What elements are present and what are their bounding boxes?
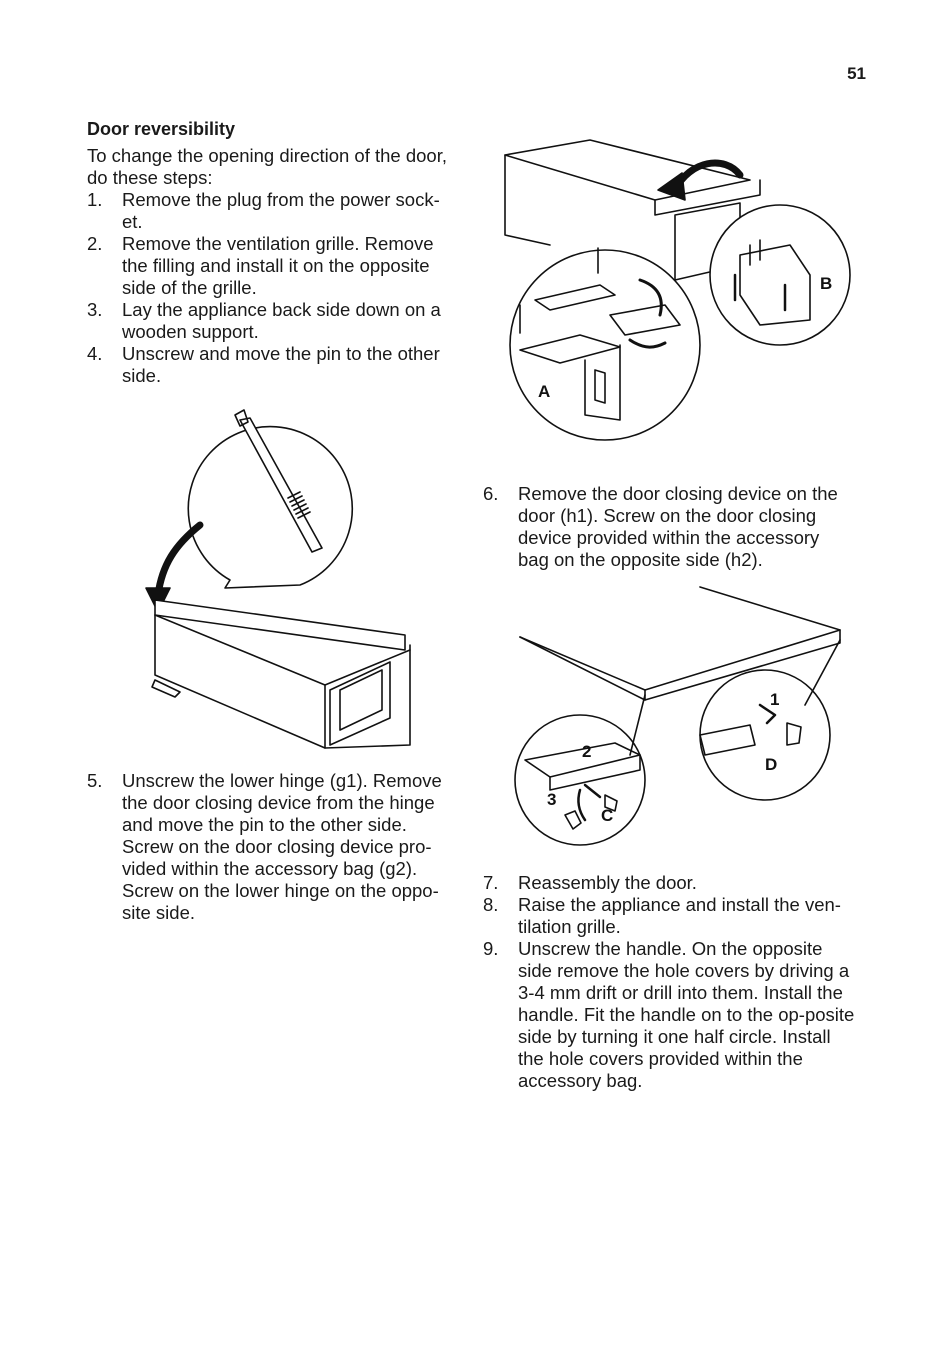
step-text: Unscrew the lower hinge (g1). Remove the door closing device from the hinge and move the pin to the other side. Screw on the door closing device pro-vided within the accessory bag (g2). Screw on the lower hinge on the oppo-site side. bbox=[122, 770, 442, 923]
steps-list-1-4 bbox=[87, 189, 459, 387]
list-item bbox=[483, 938, 855, 1092]
step-number: 8. bbox=[483, 894, 499, 915]
hinge-label-a: A bbox=[538, 382, 551, 401]
step-number: 7. bbox=[483, 872, 499, 893]
step-text: Raise the appliance and install the ven-tilation grille. bbox=[518, 894, 841, 937]
steps-list-7-9 bbox=[483, 872, 855, 1092]
list-item bbox=[87, 343, 459, 387]
step-text: Remove the ventilation grille. Remove the filling and install it on the opposite side of the grille. bbox=[122, 233, 434, 298]
closing-label-d: D bbox=[765, 755, 778, 774]
closing-label-2: 2 bbox=[582, 742, 592, 761]
section-title: Door reversibility bbox=[87, 119, 236, 139]
step-number: 6. bbox=[483, 483, 499, 504]
list-item bbox=[87, 189, 459, 233]
list-item bbox=[483, 483, 855, 571]
list-item bbox=[483, 894, 855, 938]
step-number: 9. bbox=[483, 938, 499, 959]
step-number: 4. bbox=[87, 343, 103, 364]
closing-label-1: 1 bbox=[770, 690, 780, 709]
step-number: 1. bbox=[87, 189, 103, 210]
step-text: Unscrew and move the pin to the other side. bbox=[122, 343, 440, 386]
step-number: 5. bbox=[87, 770, 103, 791]
hinge-label-b: B bbox=[820, 274, 833, 293]
closing-label-3: 3 bbox=[547, 790, 557, 809]
hinge-illustration bbox=[490, 135, 860, 455]
list-item bbox=[87, 233, 459, 299]
pin-illustration bbox=[140, 400, 440, 755]
door-closing-illustration bbox=[505, 585, 850, 855]
steps-list-5 bbox=[87, 770, 459, 924]
step-number: 2. bbox=[87, 233, 103, 254]
intro-text: To change the opening direction of the door, do these steps: bbox=[87, 145, 447, 188]
step-text: Reassembly the door. bbox=[518, 872, 697, 893]
list-item bbox=[87, 770, 459, 924]
steps-list-6 bbox=[483, 483, 855, 571]
list-item bbox=[483, 872, 855, 894]
step-number: 3. bbox=[87, 299, 103, 320]
step-text: Remove the door closing device on the door (h1). Screw on the door closing device provided within the accessory bag on the opposite side (h2). bbox=[518, 483, 838, 570]
step-text: Lay the appliance back side down on a wooden support. bbox=[122, 299, 441, 342]
step-text: Remove the plug from the power sock-et. bbox=[122, 189, 440, 232]
page-number: 51 bbox=[847, 64, 866, 83]
list-item bbox=[87, 299, 459, 343]
step-text: Unscrew the handle. On the opposite side remove the hole covers by driving a 3-4 mm drift or drill into them. Install the handle. Fit the handle on to the op-posite side by turning it one half circle. Install the hole covers provided within the accessory bag. bbox=[518, 938, 855, 1091]
closing-label-c: C bbox=[601, 806, 614, 825]
